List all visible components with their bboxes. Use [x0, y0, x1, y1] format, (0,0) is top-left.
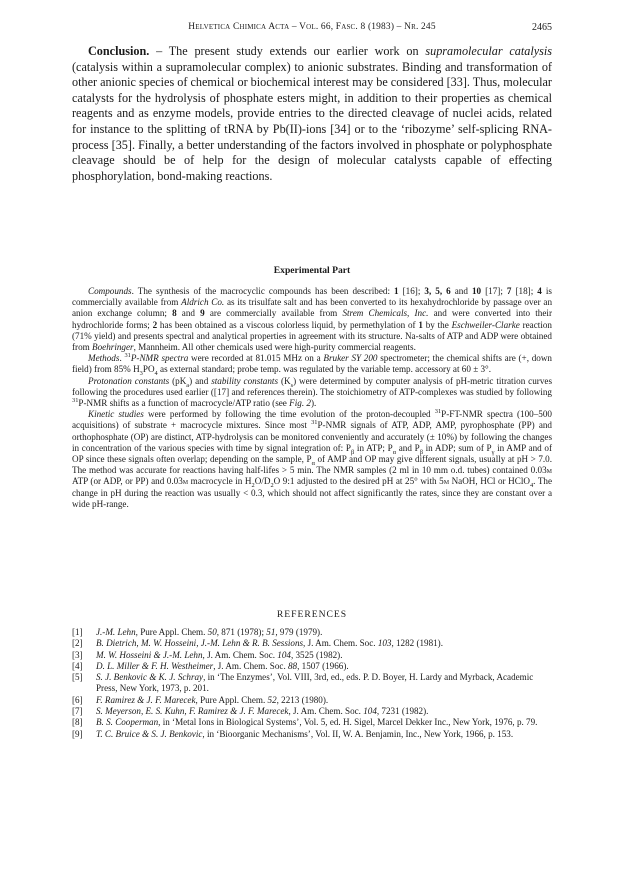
text: [16]; [398, 286, 425, 296]
reference-item [72, 695, 552, 706]
compound-number: 4 [537, 286, 542, 296]
reference-authors: B. Dietrich, M. W. Hosseini, J.-M. Lehn & R. B. Sessions [96, 638, 304, 649]
compound-number: 9 [200, 308, 205, 319]
text: reaction (71% yield) and presents spectral and analytical properties in agreement with its structure. Na-salts of ATP and ADP were obtained from [72, 319, 552, 353]
compound-number: 8 [172, 308, 177, 319]
running-header [72, 22, 552, 36]
reference-number: [7] [72, 706, 83, 717]
reference-number: [3] [72, 649, 83, 660]
text: PO [142, 364, 155, 375]
reference-number: [8] [72, 717, 83, 728]
reaction-name: Eschweiler-Clarke [451, 319, 520, 330]
text: spectrometer; the chemical shifts are (+, down field) from 85% H [72, 353, 552, 375]
reference-text: , 979 (1979). [275, 627, 323, 637]
compounds-label: Compounds [88, 286, 132, 296]
reference-text: , 7231 (1982). [376, 706, 429, 717]
text: . The synthesis of the macrocyclic compounds has been described: [131, 286, 395, 296]
reference-authors: S. Meyerson, E. S. Kuhn, F. Ramirez & J. F. Marecek [96, 706, 289, 717]
reference-text: , Pure Appl. Chem. [195, 694, 268, 705]
reference-authors: T. C. Bruice & S. J. Benkovic [96, 728, 203, 739]
reference-number: [6] [72, 694, 83, 705]
reference-text: , 3525 (1982). [290, 649, 343, 660]
journal-title: Helvetica Chimica Acta – Vol. 66, Fasc. 8 (1983) – Nr. 245 [188, 22, 436, 32]
reference-number: [1] [72, 627, 83, 637]
reference-item [72, 661, 552, 672]
reference-volume: 88 [288, 660, 298, 671]
text: , Mannheim. All other chemicals used were high-purity commercial reagents. [133, 342, 416, 353]
reference-text: , J. Am. Chem. Soc. [303, 638, 378, 649]
compound-number: 7 [506, 286, 512, 296]
reference-item [72, 650, 552, 661]
text: as external standard; probe temp. was regulated by the variable temp. accessory at 60 ± 3°. [157, 364, 491, 375]
conclusion-emphasis: supramolecular catalysis [425, 44, 552, 58]
text: is commercially available from [72, 286, 552, 308]
reference-authors: F. Ramirez & J. F. Marecek [96, 694, 196, 705]
compound-number: 1 [418, 319, 423, 330]
molar-unit: m [443, 476, 450, 487]
text: O/D [254, 476, 271, 487]
reference-authors: J.-M. Lehn [96, 627, 136, 637]
reference-authors: B. S. Cooperman [96, 717, 159, 728]
text: in ATP; P [354, 442, 393, 453]
supplier-name: Aldrich Co. [181, 297, 225, 308]
subscript: 2 [251, 482, 255, 490]
text: and were converted into their hydrochloride forms; [72, 308, 552, 330]
isotope-superscript: 31 [72, 396, 79, 404]
isotope-superscript: 31 [434, 408, 442, 416]
methods-label: Methods [88, 353, 120, 364]
methods-paragraph [72, 352, 552, 378]
subscript: 4 [154, 370, 158, 378]
text: as its trisulfate salt and has been converted to its hexahydrochloride by passage over an anion exchange column; [72, 297, 553, 319]
reference-volume: 50 [207, 627, 217, 637]
reference-authors: S. J. Benkovic & K. J. Schray [96, 672, 204, 683]
subscript: s [290, 381, 294, 389]
experimental-section [72, 286, 552, 510]
isotope-superscript: 31 [311, 419, 318, 427]
text: of AMP and OP may give different signals, usually at pH > 7.0. The method was accurate for reactions having half-lifes > 5 min. The NMR samples (2 ml in 10 mm o.d. tubes) contained 0.03 [72, 454, 553, 476]
molar-unit: m [546, 465, 552, 476]
reference-text: , J. Am. Chem. Soc. [213, 660, 288, 671]
reference-text: , in ‘Metal Ions in Biological Systems’, Vol. 5, ed. H. Sigel, Marcel Dekker Inc., New York, 1976, p. 79. [158, 717, 538, 728]
reference-volume: 104 [363, 706, 377, 717]
conclusion-text: (catalysis within a supramolecular complex) to anionic substrates. Binding and transformation of other anionic species of chemical or biochemical interest may be considered [33]. Thus, molecular catalysts for the hydrolysis of phosphate esters might, in addition to their properties as chemical reagents and as enzyme models, provide entries to the directed cleavage of nuclei acids, related for instance to the splitting of tRNA by Pb(II)-ions [34] or to the ‘ribozyme’ self-splicing RNA-process [35]. Finally, a better understanding of the factors involved in phosphate or polyphosphate cleavage should be of help for the design of molecular catalysts capable of effecting phosphorylation, bond-making reactions. [72, 59, 552, 183]
instrument-name: Bruker SY 200 [323, 353, 378, 364]
reference-list [72, 627, 552, 740]
reference-text: , in ‘Bioorganic Mechanisms’, Vol. II, W. A. Benjamin, Inc., New York, 1966, p. 153. [202, 728, 514, 739]
reference-text: , 2213 (1980). [276, 694, 329, 705]
text: P-FT-NMR spectra (100–500 acquisitions) of substrate + macrocycle mixtures. Since most [72, 409, 552, 431]
reference-item [72, 706, 552, 717]
figure-reference: Fig. 2 [289, 398, 311, 409]
kinetic-label: Kinetic studies [88, 409, 144, 420]
text: P-NMR shifts as a function of macrocycle/ATP ratio (see [78, 398, 290, 409]
text: in ADP; sum of P [422, 442, 492, 453]
compound-number: 3, 5, 6 [424, 286, 451, 296]
text: and [450, 286, 472, 296]
reference-text: , 1282 (1981). [391, 638, 443, 649]
text: P-NMR signals of ATP, ADP, AMP, pyrophosphate (PP) and orthophosphate (OP) are distinct, ATP-hydrolysis can be monitored conveniently and accurately (± 10%) by following the changes in concentration of the various species with time by signal integration of: P [72, 420, 552, 453]
subscript: β [350, 448, 355, 456]
text: are commercially available from [204, 308, 343, 319]
reference-volume: 104 [277, 649, 291, 660]
supplier-name: Strem Chemicals, Inc. [342, 308, 429, 319]
molar-unit: m [182, 476, 189, 487]
compounds-paragraph [72, 286, 552, 353]
reference-volume: 52 [267, 694, 277, 705]
subscript: α [392, 448, 397, 456]
text: were performed by following the time evolution of the proton-decoupled [143, 409, 435, 420]
text: O 9:1 adjusted to the desired pH at 25° with 5 [273, 476, 444, 487]
text: macrocycle in H [188, 476, 252, 487]
technique-name: P-NMR spectra [130, 353, 189, 364]
reference-text: , Pure Appl. Chem. [135, 627, 208, 637]
reference-item [72, 729, 552, 740]
reference-number: [2] [72, 638, 83, 649]
reference-item [72, 717, 552, 728]
constant-name: stability constants [211, 375, 279, 386]
text: ATP (or ADP, or PP) and 0.03 [72, 476, 183, 487]
protonation-paragraph [72, 376, 552, 410]
reference-item [72, 627, 552, 638]
isotope-superscript: 31 [124, 352, 131, 360]
text: were recorded at 81.015 MHz on a [188, 353, 324, 364]
reference-item [72, 638, 552, 649]
supplier-name: Boehringer [92, 342, 134, 353]
text: (K [278, 375, 291, 386]
text: and P [396, 442, 420, 453]
text: . The change in pH during the reaction was usually < 0.3, which should not affect significantly the rates, since they are constant over a wide pH-range. [72, 476, 553, 509]
text: ). [310, 398, 317, 409]
compound-number: 1 [394, 286, 399, 296]
text: [17]; [481, 286, 507, 296]
text: . [119, 353, 125, 364]
conclusion-heading: Conclusion. [88, 44, 150, 58]
reference-text: , in ‘The Enzymes’, Vol. VIII, 3rd, ed., eds. P. D. Boyer, H. Lardy and Myrback, Academic Press, New York, 1973, p. 201. [96, 672, 534, 694]
reference-authors: M. W. Hosseini & J.-M. Lehn [96, 649, 203, 660]
subscript: a [186, 381, 190, 389]
experimental-title: Experimental Part [273, 265, 351, 276]
page-number: 2465 [532, 22, 552, 33]
subscript: β [419, 448, 423, 456]
conclusion-paragraph [72, 44, 552, 184]
text: and [176, 308, 201, 319]
subscript: 4 [529, 482, 534, 490]
reference-text: , 871 (1978); [216, 627, 267, 637]
kinetic-paragraph [72, 409, 552, 510]
text: ) and [189, 375, 212, 386]
reference-number: [4] [72, 660, 83, 671]
reference-item [72, 672, 552, 695]
reference-authors: D. L. Miller & F. H. Westheimer [96, 660, 214, 671]
reference-text: , J. Am. Chem. Soc. [288, 706, 364, 717]
text: [18]; [511, 286, 538, 296]
reference-volume: 103 [377, 638, 392, 649]
compound-number: 2 [152, 319, 158, 330]
subscript: α [311, 459, 315, 467]
text: ) were determined by computer analysis of pH-metric titration curves following the procedures used earlier ([17] and references therein). The stoichiometry of ATP-complexes was studied by following [72, 375, 552, 397]
conclusion-text: – The present study extends our earlier work on [149, 44, 426, 58]
compound-number: 10 [471, 286, 482, 296]
reference-text: , J. Am. Chem. Soc. [202, 649, 278, 660]
subscript: γ [491, 448, 495, 456]
protonation-label: Protonation constants [88, 375, 170, 386]
text: by the [422, 319, 452, 330]
references-title: REFERENCES [276, 609, 348, 620]
text: NaOH, HCl or HClO [449, 476, 530, 487]
text: (pK [169, 375, 187, 386]
text: has been obtained as a viscous colorless liquid, by permethylation of [157, 319, 419, 330]
reference-volume: 51 [266, 627, 276, 637]
reference-text: , 1507 (1966). [297, 660, 349, 671]
text: in AMP and of OP since these signals often overlap; depending on the sample, P [72, 442, 552, 465]
reference-number: [9] [72, 728, 83, 739]
subscript: 3 [139, 370, 143, 378]
subscript: 2 [270, 482, 274, 490]
reference-number: [5] [72, 672, 83, 683]
